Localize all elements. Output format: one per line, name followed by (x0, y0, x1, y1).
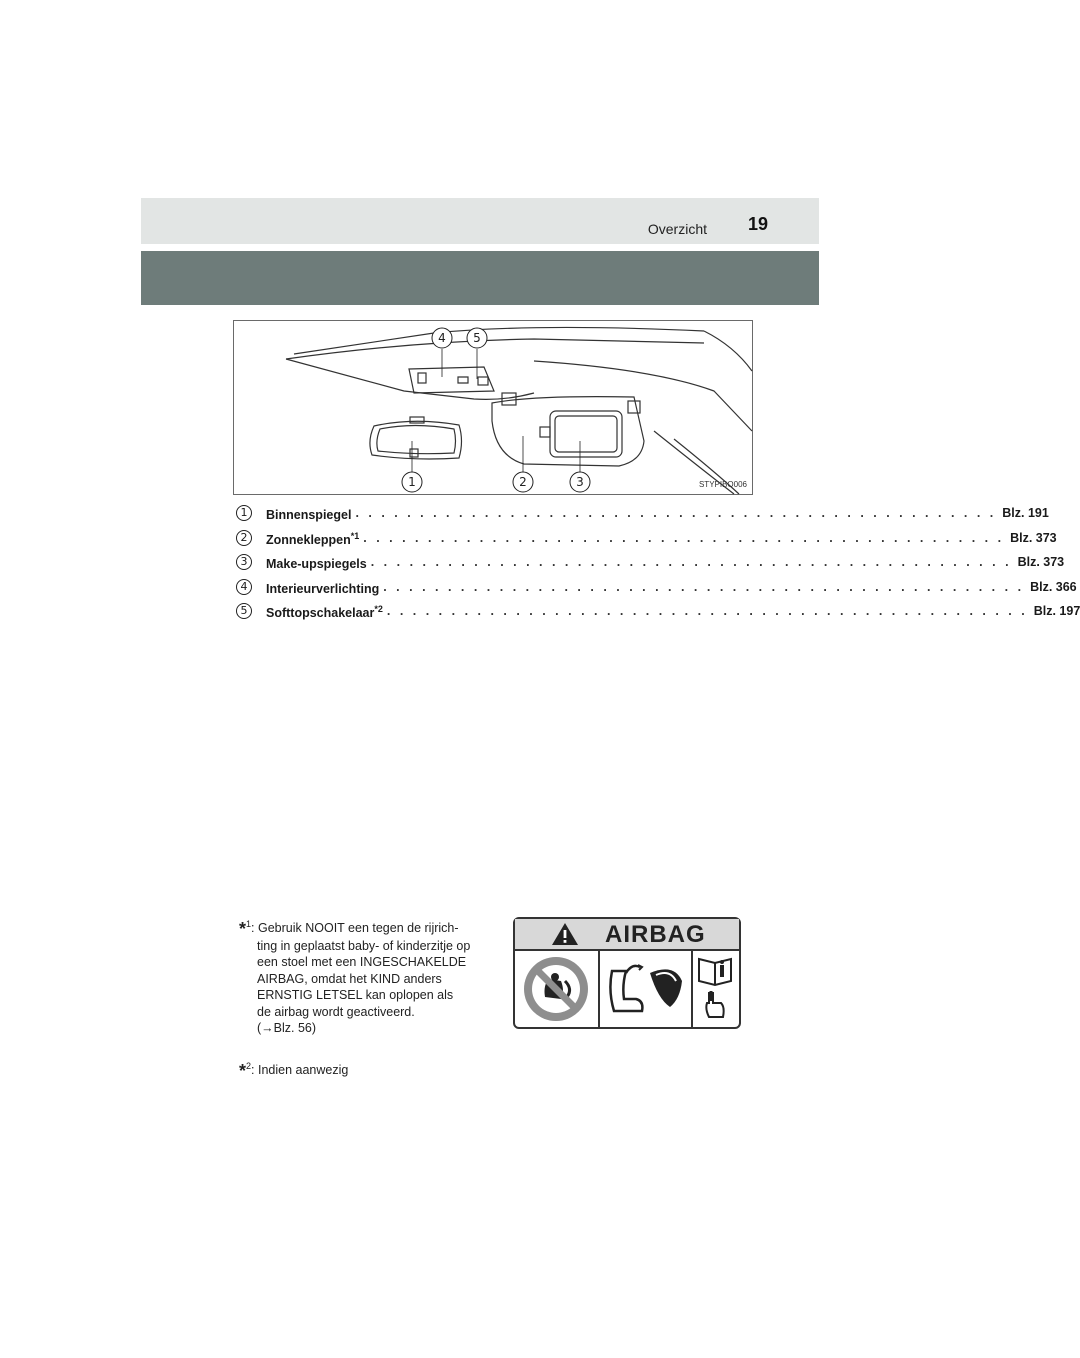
footnote-1-line-5: ERNSTIG LETSEL kan oplopen als (257, 988, 454, 1003)
no-rear-facing-child-seat-icon (515, 951, 600, 1027)
item-label: Interieurverlichting (266, 581, 380, 596)
item-number: 1 (236, 505, 252, 521)
leader-dots: . . . . . . . . . . . . . . . . . . . . . . . . . . . . . . . . . . . . . . . . . . . . . . . . . . (370, 555, 1012, 569)
item-number: 3 (236, 554, 252, 570)
item-label: Binnenspiegel (266, 508, 352, 523)
page-number: 19 (748, 214, 769, 234)
leader-dots: . . . . . . . . . . . . . . . . . . . . . . . . . . . . . . . . . . . . . . . . . . . . . . . . . . (363, 530, 1005, 545)
airbag-label-header (515, 919, 739, 951)
callout-3-label: 3 (576, 475, 584, 489)
airbag-warning-label (513, 917, 741, 1029)
item-number: 4 (236, 579, 252, 595)
seat-airbag-deploy-icon (598, 951, 693, 1027)
figure-code: STYPIBO006 (698, 480, 747, 489)
interior-figure (233, 320, 753, 495)
page-reference: Blz. 191 (1002, 506, 1049, 520)
leader-dots: . . . . . . . . . . . . . . . . . . . . . . . . . . . . . . . . . . . . . . . . . . . . . . . . . . (383, 579, 1025, 594)
warning-triangle-icon (551, 922, 579, 946)
page-reference: Blz. 366 (1030, 579, 1077, 594)
list-item (236, 555, 1065, 580)
footnote-1-line-6: de airbag wordt geactiveerd. (257, 1004, 415, 1019)
airbag-title: AIRBAG (605, 921, 706, 948)
leader-dots: . . . . . . . . . . . . . . . . . . . . . . . . . . . . . . . . . . . . . . . . . . . . . . . . . . (355, 506, 997, 520)
item-label: Make-upspiegels (266, 557, 367, 572)
footnote-1 (239, 916, 494, 1037)
title-band (141, 251, 819, 305)
callout-1-label: 1 (408, 475, 416, 489)
read-manual-icon (691, 951, 739, 1027)
callout-5-label: 5 (473, 331, 481, 345)
footnote-1-line-4: AIRBAG, omdat het KIND anders (257, 971, 442, 986)
callout-2-label: 2 (519, 475, 527, 489)
footnote-1-line-2: ting in geplaatst baby- of kinderzitje op (257, 938, 471, 953)
item-number: 5 (236, 603, 252, 619)
list-item (236, 506, 1049, 531)
footnote-1-line-7: (→Blz. 56) (257, 1021, 317, 1036)
callout-4-label: 4 (438, 331, 446, 345)
footnote-2: *$^2$: Indien aanwezig (239, 1061, 349, 1082)
list-item (236, 579, 1077, 605)
footnote-1-line-1: *$^1$: Gebruik NOOIT een tegen de rijrich- (239, 919, 459, 940)
item-label: Softtopschakelaar$^{*2}$ (266, 604, 383, 621)
header-bar (141, 198, 819, 244)
item-number: 2 (236, 530, 252, 546)
page-reference: Blz. 373 (1010, 530, 1057, 545)
item-list (236, 506, 1080, 629)
airbag-icon-row (515, 951, 739, 1029)
list-item (236, 604, 1080, 629)
page-reference: Blz. 197 (1033, 604, 1080, 618)
footnote-1-line-3: een stoel met een INGESCHAKELDE (257, 955, 467, 970)
leader-dots: . . . . . . . . . . . . . . . . . . . . . . . . . . . . . . . . . . . . . . . . . . . . . . . . . . (386, 604, 1028, 618)
interior-illustration (234, 321, 752, 494)
page-reference: Blz. 373 (1017, 555, 1065, 569)
item-label: Zonnekleppen$^{*1}$ (266, 530, 360, 547)
section-title: Overzicht (647, 221, 707, 237)
list-item (236, 530, 1057, 556)
